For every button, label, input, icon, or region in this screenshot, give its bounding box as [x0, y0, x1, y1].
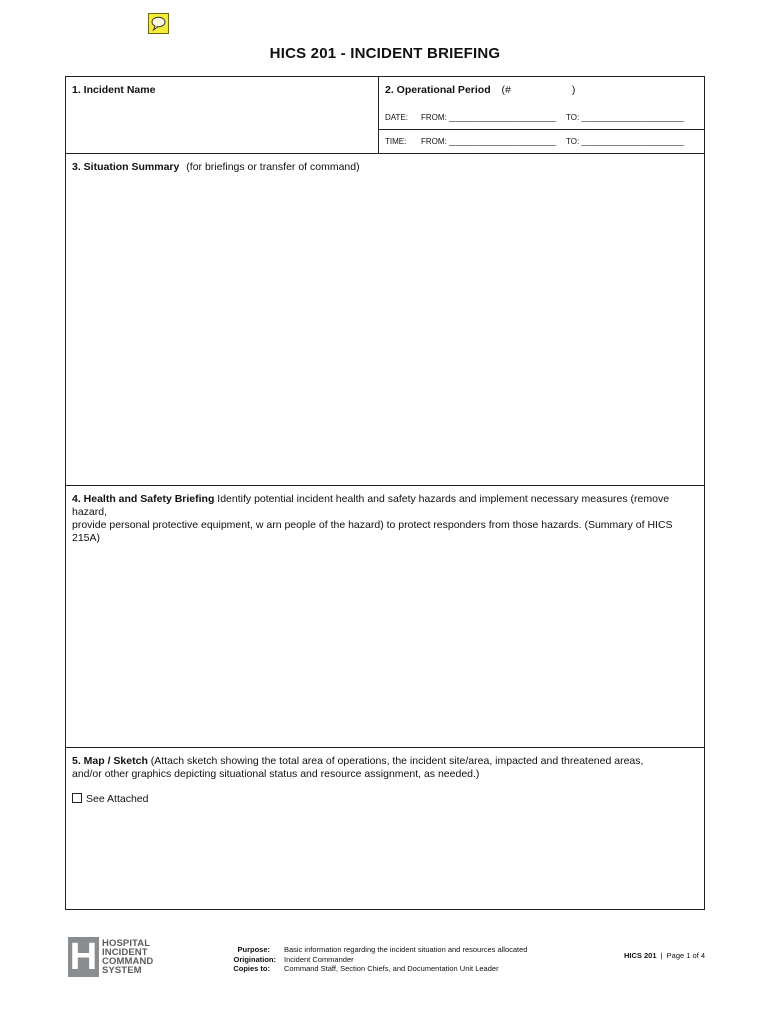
form-id: HICS 201 — [624, 951, 657, 960]
logo-wordmark: HOSPITAL INCIDENT COMMAND SYSTEM — [102, 938, 154, 976]
date-label: DATE: — [385, 113, 408, 122]
section4-top-border — [66, 485, 704, 486]
situation-summary-note: (for briefings or transfer of command) — [186, 161, 360, 173]
page-title: HICS 201 - INCIDENT BRIEFING — [269, 45, 501, 62]
time-from-label: FROM: — [421, 137, 447, 146]
footer-separator: | — [660, 951, 663, 960]
origination-value: Incident Commander — [284, 955, 354, 964]
purpose-value: Basic information regarding the incident situation and resources allocated — [284, 945, 528, 954]
health-safety-text-line1: Identify potential incident health and safety hazards and implement necessary measures (remove hazard, — [72, 493, 670, 518]
period-number-suffix: ) — [571, 84, 576, 96]
date-to[interactable] — [566, 113, 684, 122]
time-from-blank: ________________________ — [449, 137, 556, 146]
situation-summary-heading — [72, 161, 360, 174]
logo-h-mark: H — [69, 936, 98, 978]
comment-annotation-icon[interactable] — [148, 13, 169, 34]
time-to-label: TO: — [566, 137, 580, 146]
copies-value: Command Staff, Section Chiefs, and Documentation Unit Leader — [284, 964, 499, 973]
map-sketch-heading — [72, 755, 700, 781]
copies-label: Copies to: — [233, 964, 270, 973]
time-to-blank: _______________________ — [581, 137, 684, 146]
section-divider-vertical — [378, 77, 379, 153]
health-safety-text-line2: provide personal protective equipment, w arn people of the hazard) to protect responders from those hazards. (Summary of HICS 215A) — [72, 519, 673, 544]
incident-name-label: 1. Incident Name — [72, 84, 156, 96]
map-sketch-text-line2: and/or other graphics depicting situational status and resource assignment, as needed.) — [72, 768, 480, 780]
map-sketch-field[interactable] — [72, 811, 698, 905]
checkbox-icon[interactable] — [72, 793, 82, 803]
period-number-field[interactable] — [498, 82, 558, 98]
section5-top-border — [66, 747, 704, 748]
operational-period-label: 2. Operational Period (# ) — [385, 84, 576, 96]
date-from-label: FROM: — [421, 113, 447, 122]
situation-summary-label: 3. Situation Summary — [72, 161, 180, 173]
page-footer — [624, 951, 705, 960]
time-row-divider — [378, 129, 704, 130]
situation-summary-field[interactable] — [72, 177, 698, 481]
date-to-label: TO: — [566, 113, 580, 122]
form-table — [65, 76, 705, 910]
origination-label: Origination: — [233, 955, 276, 964]
time-label: TIME: — [385, 137, 407, 146]
map-sketch-label: 5. Map / Sketch — [72, 755, 148, 767]
purpose-label: Purpose: — [237, 945, 270, 954]
health-safety-field[interactable] — [72, 523, 698, 743]
date-from-blank: ________________________ — [449, 113, 556, 122]
health-safety-label: 4. Health and Safety Briefing — [72, 493, 215, 505]
incident-name-field[interactable] — [72, 99, 372, 149]
period-number-prefix: (# — [501, 84, 511, 96]
map-sketch-text-line1: (Attach sketch showing the total area of operations, the incident site/area, impacted and threatened areas, — [150, 755, 644, 767]
date-to-blank: _______________________ — [581, 113, 684, 122]
time-to[interactable] — [566, 137, 684, 146]
page-number: Page 1 of 4 — [666, 951, 706, 960]
see-attached-label: See Attached — [86, 793, 149, 805]
time-from[interactable] — [421, 137, 556, 146]
date-from[interactable] — [421, 113, 556, 122]
section3-top-border — [66, 153, 704, 154]
hics-logo — [68, 937, 160, 977]
see-attached-option[interactable] — [72, 793, 148, 806]
